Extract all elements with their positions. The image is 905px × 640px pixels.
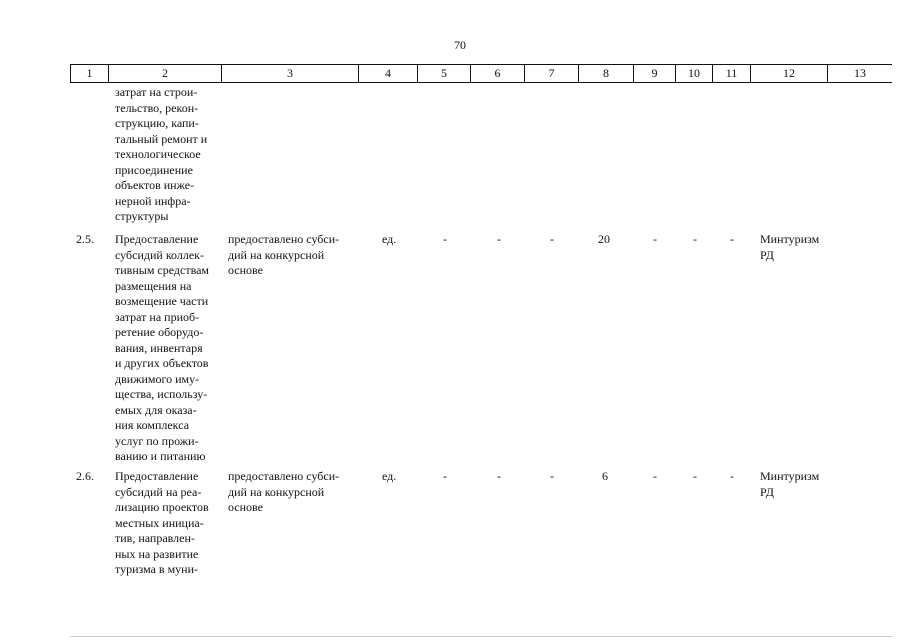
header-col-7: 7 — [525, 65, 579, 82]
row-name: Предоставление субсидий коллек- тивным средствам размещения на возмещение части затрат на приоб- ретение оборудо- вания, инвентаря и других объектов движимого иму- щества, использу- емых для оказа- ния комплекса услуг по прожи- ванию и питанию — [115, 232, 210, 463]
header-col-2: 2 — [109, 65, 222, 82]
header-col-8: 8 — [579, 65, 634, 82]
row-col-9: - — [653, 469, 657, 483]
header-col-3: 3 — [222, 65, 359, 82]
header-col-11: 11 — [713, 65, 751, 82]
row-col-10: - — [693, 469, 697, 483]
row-executor: Минтуризм РД — [760, 469, 820, 499]
header-col-13: 13 — [854, 66, 866, 80]
header-col-9: 9 — [634, 65, 676, 82]
row-unit: ед. — [382, 232, 397, 246]
row-col-11: - — [730, 232, 734, 246]
row-name: Предоставление субсидий на реа- лизацию проектов местных инициа- тив, направлен- ных на развитие туризма в муни- — [115, 469, 209, 576]
row-indicator: предоставлено субси- дий на конкурсной основе — [228, 232, 340, 277]
header-col-10: 10 — [676, 65, 713, 82]
header-col-1: 1 — [70, 65, 109, 82]
row-col-8: 6 — [602, 469, 608, 483]
page-bottom-edge — [70, 636, 892, 637]
row-col-6: - — [497, 469, 501, 483]
row-col-5: - — [443, 469, 447, 483]
row-col-8: 20 — [598, 232, 610, 246]
row-indicator: предоставлено субси- дий на конкурсной основе — [228, 469, 340, 514]
row-col-10: - — [693, 232, 697, 246]
continued-name-cell: затрат на строи- тельство, рекон- струкцию, капи- тальный ремонт и технологическое присоединение объектов инже- нерной инфра- структуры — [115, 85, 208, 223]
row-col-11: - — [730, 469, 734, 483]
header-col-4: 4 — [359, 65, 418, 82]
row-executor: Минтуризм РД — [760, 232, 820, 262]
row-number: 2.6. — [76, 469, 94, 483]
row-col-5: - — [443, 232, 447, 246]
page-number: 70 — [454, 38, 466, 52]
row-col-6: - — [497, 232, 501, 246]
table-header-row — [70, 64, 892, 83]
header-col-6: 6 — [471, 65, 525, 82]
row-col-7: - — [550, 469, 554, 483]
header-col-5: 5 — [418, 65, 471, 82]
row-col-7: - — [550, 232, 554, 246]
row-col-9: - — [653, 232, 657, 246]
header-col-12: 12 — [751, 65, 828, 82]
row-number: 2.5. — [76, 232, 94, 246]
row-unit: ед. — [382, 469, 397, 483]
